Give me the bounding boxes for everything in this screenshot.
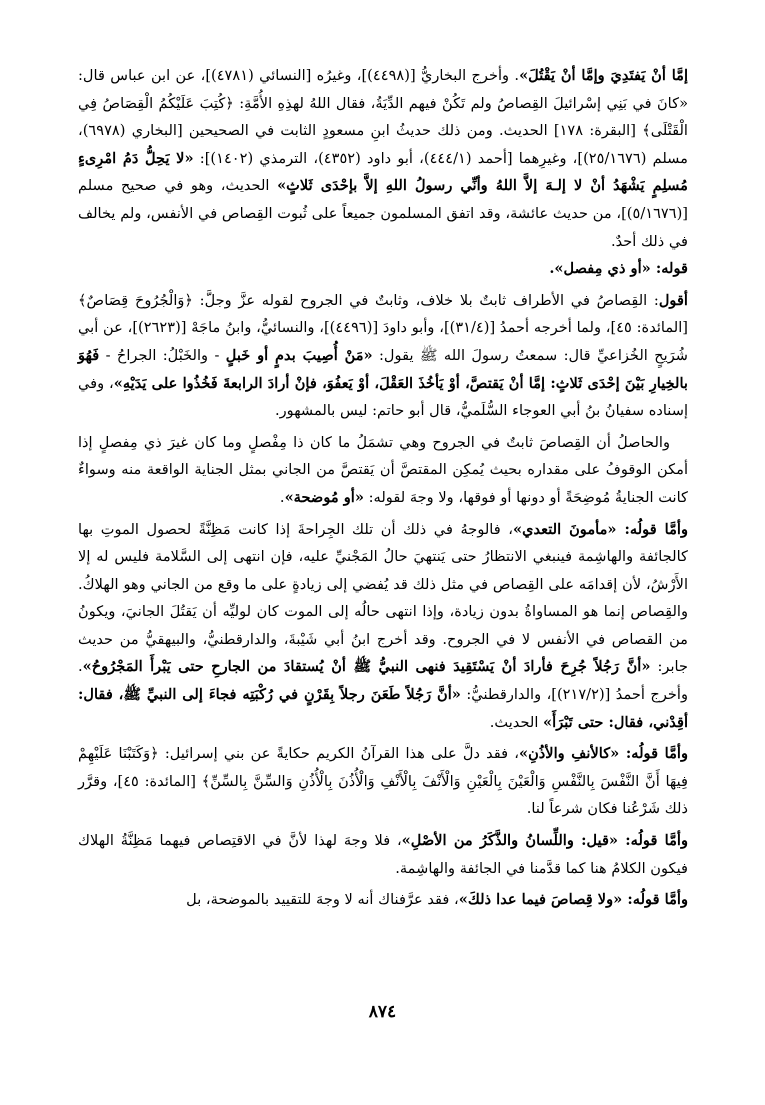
document-body xyxy=(78,62,688,914)
text-run: الحديث. xyxy=(489,713,544,731)
paragraph-5 xyxy=(78,516,688,737)
text-run: ، فالوجهُ في ذلك أن تلك الجِراحةَ إذا كانت مَظِنَّةً لحصول الموتِ بها كالجائفة والهاشِمة فينبغي الانتظارُ حتى يَنتهيَ حالُ المَجْنيِّ عليه، فإن انتهى إلى السَّلامة فليس له إلا الأَرْشُ، لأن إقدامَه على القِصاص في مثل ذلك قد يُفضي إلى زيادةٍ على ما وقع من الجاني وهو الهلاكُ. والقِصاص إنما هو المساواةُ بدون زيادة، وإذا انتهى حالُه إلى الموت كان لوليِّه أن يَقتُلَ الجانيَ، ويكونُ من القصاص في الأنفس لا في الجروح. وقد أخرج ابنُ أبي شَيْبةَ، والدارقطنيُّ، والبيهقيُّ من حديث جابر: xyxy=(78,520,688,676)
page-number: ٨٧٤ xyxy=(368,1002,397,1022)
paragraph-8 xyxy=(78,886,688,914)
text-run: أقول xyxy=(658,291,688,309)
text-run: وأمَّا قولُه: «قيل: واللِّسانُ والذَّكَرُ من الأصْلِ» xyxy=(401,832,688,850)
text-run: وأمَّا قولُه: «مأمونَ التعدي» xyxy=(512,520,689,538)
text-run: . xyxy=(279,488,285,506)
paragraph-6 xyxy=(78,740,688,823)
text-run: . وأخرج البخاريُّ [(٤٤٩٨)]، وغيرُه [النسائي (٤٧٨١)]، عن ابن عباس قال: «كانَ في بَنِي إسْرائيلَ القِصاصُ ولم تَكُنْ فيهم الدِّيَةُ، فقال اللهُ لهذِهِ الأُمَّةِ: ﴿كُتِبَ عَلَيْكُمُ الْقِصَاصُ فِي الْقَتْلَى﴾ [البقرة: ١٧٨] الحديث. ومن ذلك حديثُ ابنِ مسعودٍ الثابت في الصحيحين [البخاري (٦٩٧٨)، مسلم (٢٥/١٦٧٦)]، وغيرِهما [أحمد (٤٤٤/١)، أبو داود (٤٣٥٢)، الترمذي (١٤٠٢)]: xyxy=(78,67,688,167)
text-run: «أنَّ رَجُلاً جُرِحَ فأرادَ أنْ يَسْتَقِيدَ فنهى النبيُّ ﷺ أنْ يُستقادَ من الجارحِ حتى يَبْرأَ المَجْرُوحُ» xyxy=(82,658,651,676)
text-run: : القِصاصُ في الأطراف ثابتٌ بلا خلاف، وثابتٌ في الجروح لقوله عزَّ وجلَّ: ﴿وَالْجُرُوحَ قِصَاصٌ﴾ [المائدة: ٤٥]، ولما أخرجه أحمدُ [(٣١/٤)]، وأبو داودَ [(٤٤٩٦)]، والنسائيُّ، وابنُ ماجَهْ [(٢٦٢٣)]، عن أبي شُرَيحٍ الخُزاعيِّ قال: سمعتُ رسولَ الله ﷺ يقول: xyxy=(78,291,688,364)
text-run: إمَّا أنْ يَفتَدِيَ وإمَّا أنْ يَقْتُلَ» xyxy=(519,67,689,84)
paragraph-2-heading xyxy=(78,255,688,283)
text-run: ، فقد دلَّ على هذا القرآنُ الكريم حكايةً عن بني إسرائيل: ﴿وَكَتَبْنَا عَلَيْهِمْ فِيهَا أَنَّ النَّفْسَ بِالنَّفْسِ وَالْعَيْنَ بِالْعَيْنِ وَالْأَنْفَ بِالْأَنْفِ وَالْأُذُنَ بِالْأُذُنِ وَالسِّنَّ بِالسِّنِّ﴾ [المائدة: ٤٥]، وقرَّر ذلك شَرْعُنا فكان شرعاً لنا. xyxy=(78,745,688,818)
paragraph-3 xyxy=(78,287,688,425)
paragraph-1 xyxy=(78,62,688,255)
text-run: ، وفي إسناده سفيانُ بنُ أبي العوجاء السُّلَميُّ، قال أبو حاتم: ليس بالمشهور. xyxy=(78,374,688,420)
text-run: ، فقد عرَّفناك أنه لا وجهَ للتقييد بالموضحة، بل xyxy=(186,891,459,909)
text-run: «لا يَحِلُّ دَمُ امْرِىءٍ مُسلِمٍ يَشْهَدُ أنْ لا إلـهَ إلاَّ اللهُ وأنِّي رسولُ اللهِ إلاَّ بإحْدَى ثَلاثٍ» xyxy=(78,149,688,195)
text-run: «أو مُوضحة» xyxy=(284,488,364,506)
text-run: فَهُوَ بالخِيارِ بَيْنَ إحْدَى ثَلاثٍ: إمَّا أنْ يَقتصَّ، أوْ يَأخُذَ العَقْلَ، أوْ يَعفُوَ، فإنْ أرادَ الرابعةَ فَخُذُوا على يَدَيْهِ» xyxy=(78,346,688,392)
text-run: الحديث، وهو في صحيح مسلم [(٥/١٦٧٦)]، من حديث عائشة، وقد اتفق المسلمون جميعاً على ثُبوت القِصاص في الأنفس، ولم يخالف في ذلك أحدٌ. xyxy=(78,177,688,250)
text-run: «مَنْ أُصِيبَ بدمٍ أو خَبلٍ xyxy=(225,346,373,364)
text-run: وأمَّا قولُه: «كالأنفِ والأذُنِ» xyxy=(518,745,688,763)
text-run: . وأخرج أحمدُ [(٢١٧/٢)]، والدارقطنيُّ: xyxy=(78,658,688,704)
text-run: قوله: «أو ذي مِفصل». xyxy=(549,260,688,278)
paragraph-7 xyxy=(78,827,688,882)
text-run: - والخَبْلُ: الجراحُ - xyxy=(99,346,226,364)
text-run: «أنَّ رَجُلاً طَعَنَ رجلاً بِقَرْنٍ في رُكْبَتِه فجاءَ إلى النبيِّ ﷺ، فقال: أقِدْني، فقال: حتى تَبْرَأَ» xyxy=(78,686,688,731)
text-run: وأمَّا قولُه: «ولا قِصاصَ فيما عدا ذلكَ» xyxy=(458,891,688,909)
text-run: ، فلا وجهَ لهذا لأنَّ في الاقتِصاص فيهما مَظِنَّةُ الهلاك فيكون الكلامُ هنا كما قدَّمنا في الجائفة والهاشِمة. xyxy=(78,832,688,877)
text-run: والحاصلُ أن القِصاصَ ثابتٌ في الجروح وهي تشمَلُ ما كان ذا مِفْصلٍ وما كان غيرَ ذي مِفصلٍ إذا أمكن الوقوفُ على مقداره بحيث يُمكِن المقتصَّ أن يَقتصَّ من الجاني بمثل الجناية الواقعة منه وسواءٌ كانت الجنايةُ مُوضِحَةً أو دونها أو فوقها، ولا وجهَ لقوله: xyxy=(78,433,688,506)
paragraph-4 xyxy=(78,429,688,512)
